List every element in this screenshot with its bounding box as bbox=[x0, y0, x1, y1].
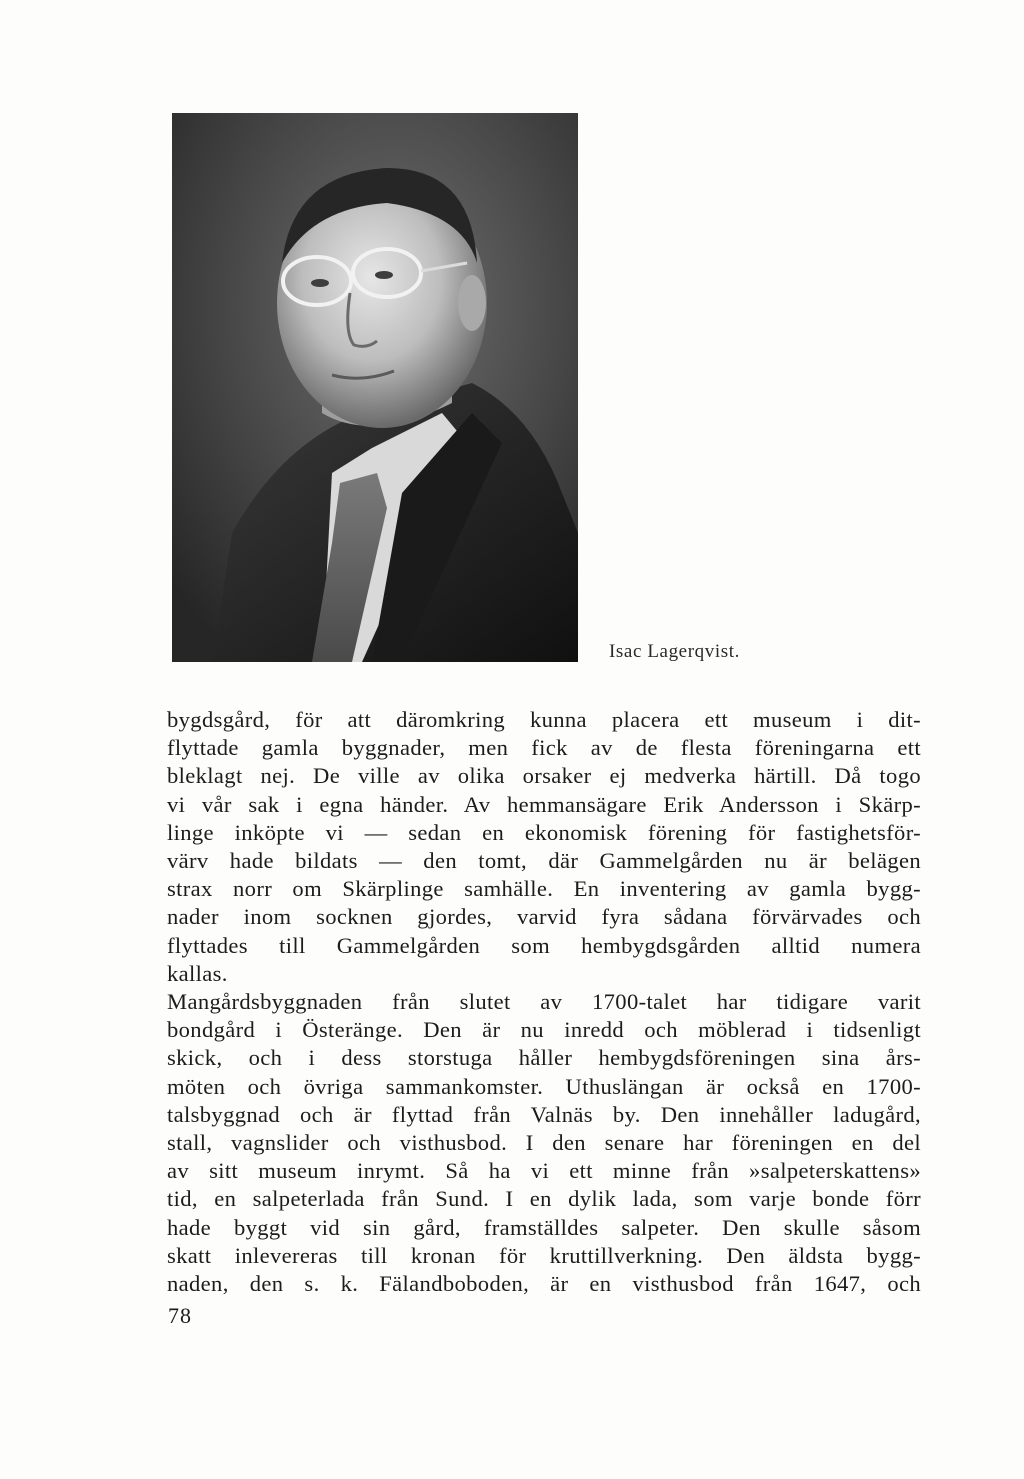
paragraph bbox=[167, 706, 921, 988]
page-number: 78 bbox=[168, 1303, 192, 1328]
photo-caption: Isac Lagerqvist. bbox=[609, 641, 740, 662]
text-line: Mangårdsbyggnaden från slutet av 1700-talet har tidigare varit bbox=[167, 989, 921, 1015]
paragraph bbox=[167, 988, 921, 1298]
text-line: flyttade gamla byggnader, men fick av de flesta föreningarna ett bbox=[167, 735, 921, 761]
text-line: vi vår sak i egna händer. Av hemmansägare Erik Andersson i Skärp- bbox=[167, 791, 921, 817]
text-line: naden, den s. k. Fälandboboden, är en visthusbod från 1647, och bbox=[167, 1271, 921, 1297]
portrait-icon bbox=[172, 113, 578, 662]
text-line: flyttades till Gammelgården som hembygdsgården alltid numera bbox=[167, 932, 921, 958]
text-line: möten och övriga sammankomster. Uthuslängan är också en 1700- bbox=[167, 1073, 921, 1099]
text-line: strax norr om Skärplinge samhälle. En inventering av gamla bygg- bbox=[167, 876, 921, 902]
text-line: linge inköpte vi — sedan en ekonomisk förening för fastighetsför- bbox=[167, 819, 921, 845]
text-line: talsbyggnad och är flyttad från Valnäs by. Den innehåller ladugård, bbox=[167, 1101, 921, 1127]
body-text bbox=[167, 706, 921, 1298]
text-line: bygdsgård, för att däromkring kunna placera ett museum i dit- bbox=[167, 707, 921, 732]
text-line: kallas. bbox=[167, 960, 228, 986]
text-line: bleklagt nej. De ville av olika orsaker ej medverka härtill. Då togo bbox=[167, 763, 921, 789]
text-line: skatt inlevereras till kronan för kruttillverkning. Den äldsta bygg- bbox=[167, 1242, 921, 1268]
text-line: värv hade bildats — den tomt, där Gammelgården nu är belägen bbox=[167, 848, 921, 874]
text-line: skick, och i dess storstuga håller hembygdsföreningen sina års- bbox=[167, 1045, 921, 1071]
portrait-photo bbox=[172, 113, 578, 662]
text-line: hade byggt vid sin gård, framställdes salpeter. Den skulle såsom bbox=[167, 1214, 921, 1240]
text-line: av sitt museum inrymt. Så ha vi ett minne från »salpeterskattens» bbox=[167, 1158, 921, 1184]
text-line: bondgård i Österänge. Den är nu inredd och möblerad i tidsenligt bbox=[167, 1017, 921, 1043]
text-line: stall, vagnslider och visthusbod. I den senare har föreningen en del bbox=[167, 1130, 921, 1156]
text-line: nader inom socknen gjordes, varvid fyra sådana förvärvades och bbox=[167, 904, 921, 930]
text-line: tid, en salpeterlada från Sund. I en dylik lada, som varje bonde förr bbox=[167, 1186, 921, 1212]
